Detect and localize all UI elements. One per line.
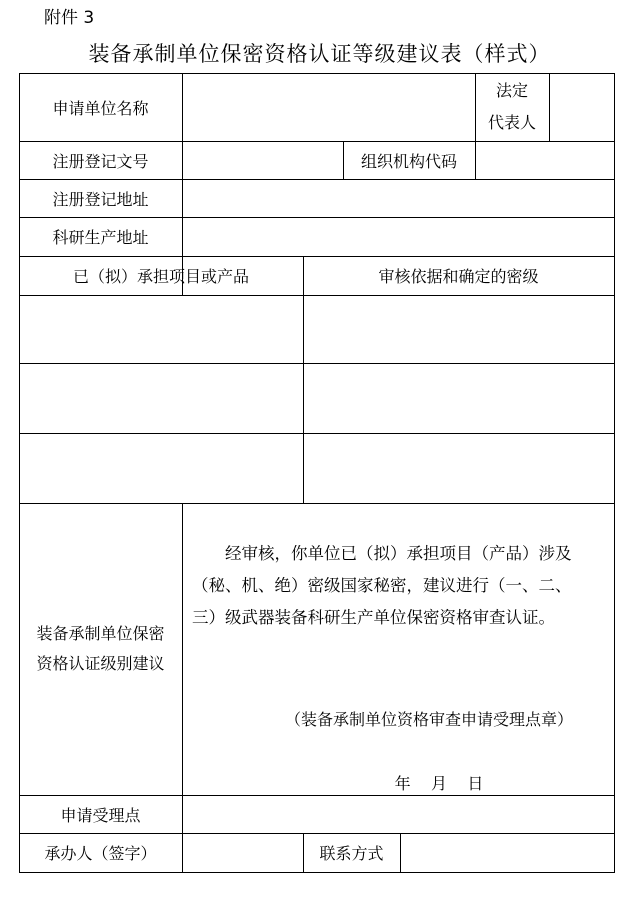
org-code-field[interactable] (476, 142, 614, 178)
legal-representative-label-line1: 法定 (495, 81, 528, 100)
acceptance-stamp-note: （装备承制单位资格审查申请受理点章） (284, 710, 573, 729)
attachment-label: 附件 3 (44, 8, 95, 28)
certification-level-suggestion-label-line2: 资格认证级别建议 (36, 654, 165, 673)
form-title: 装备承制单位保密资格认证等级建议表（样式） (88, 42, 551, 66)
applicant-name-label: 申请单位名称 (52, 98, 149, 118)
certification-level-suggestion-label (19, 503, 182, 795)
date-line[interactable]: 年 月 日 (394, 774, 484, 793)
legal-representative-label-line2: 代表人 (487, 113, 536, 132)
legal-representative-label (475, 73, 549, 141)
rd-production-address-label: 科研生产地址 (52, 228, 149, 247)
contact-label: 联系方式 (319, 844, 384, 863)
project-row-3-field[interactable] (20, 434, 303, 503)
registration-address-label: 注册登记地址 (52, 189, 149, 209)
acceptance-point-field[interactable] (183, 796, 614, 832)
handler-signature-label: 承办人（签字） (44, 844, 157, 863)
legal-representative-field[interactable] (550, 74, 614, 140)
registration-number-field[interactable] (183, 142, 343, 178)
rd-production-address-field[interactable] (183, 218, 614, 255)
project-row-1-field[interactable] (20, 296, 303, 363)
handler-signature-field[interactable] (183, 834, 303, 872)
suggestion-paragraph (192, 538, 612, 634)
org-code-label: 组织机构代码 (360, 151, 457, 171)
review-row-3-field[interactable] (304, 434, 614, 503)
review-row-2-field[interactable] (304, 364, 614, 433)
review-row-1-field[interactable] (304, 296, 614, 363)
acceptance-point-label: 申请受理点 (60, 805, 141, 825)
registration-address-field[interactable] (183, 180, 614, 216)
projects-column-header: 已（拟）承担项目或产品 (72, 267, 249, 286)
certification-level-suggestion-label-line1: 装备承制单位保密 (36, 624, 165, 643)
review-basis-column-header: 审核依据和确定的密级 (378, 267, 539, 286)
suggestion-form-table (19, 73, 615, 873)
suggestion-paragraph-line2: （秘、机、绝）密级国家秘密，建议进行（一、二、 (192, 576, 572, 595)
registration-number-label: 注册登记文号 (52, 151, 149, 171)
suggestion-paragraph-line3: 三）级武器装备科研生产单位保密资格审查认证。 (192, 608, 555, 627)
project-row-2-field[interactable] (20, 364, 303, 433)
contact-field[interactable] (401, 834, 614, 872)
applicant-name-field[interactable] (183, 74, 474, 140)
suggestion-paragraph-line1: 经审核，你单位已（拟）承担项目（产品）涉及 (225, 544, 572, 563)
